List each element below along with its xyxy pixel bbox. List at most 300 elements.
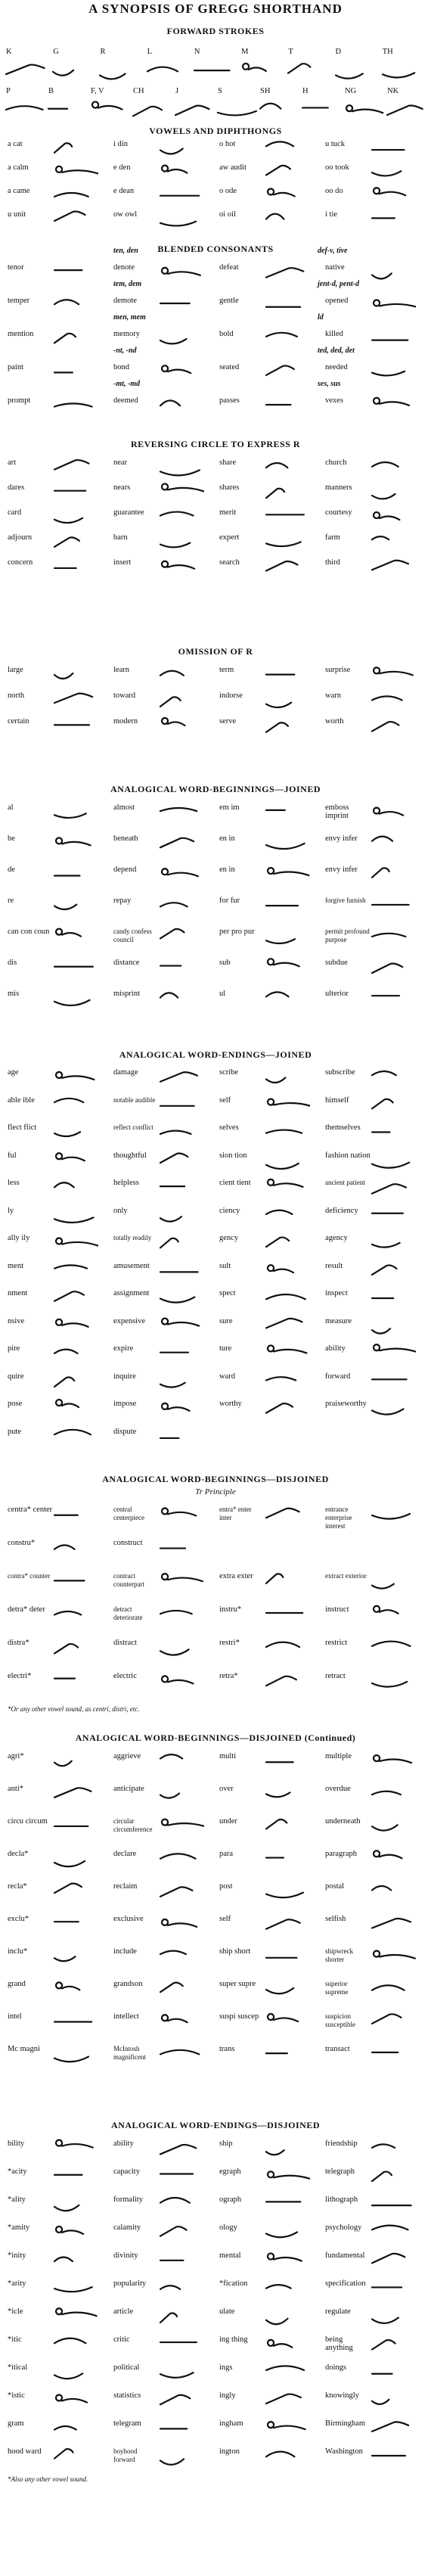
shorthand-outline [263,957,310,977]
term-label: damage [113,1068,138,1077]
shorthand-outline [369,1978,416,1998]
footnote: *Or any other vowel sound, as centri, distri, etc. [8,1705,140,1713]
term-label: friendship [325,2139,358,2148]
shorthand-stroke [3,61,50,80]
shorthand-outline [263,532,310,552]
shorthand-outline [51,957,98,977]
shorthand-stroke [285,61,332,80]
shorthand-outline [51,1848,98,1868]
shorthand-outline [51,1260,98,1280]
shorthand-outline [51,209,98,228]
term-label: circular circumference [113,1817,153,1833]
shorthand-outline [157,1288,204,1307]
shorthand-outline [51,1067,98,1086]
shorthand-outline [263,1751,310,1770]
term-label: intellect [113,2012,139,2021]
shorthand-outline [157,1637,204,1657]
term-label: *itic [8,2335,22,2344]
shorthand-outline [369,1881,416,1900]
term-label: bond [113,363,129,371]
term-label: tenor [8,263,24,272]
shorthand-outline [157,1604,204,1624]
term-label: selves [219,1123,239,1132]
shorthand-outline [263,262,310,281]
shorthand-outline [51,295,98,315]
shorthand-outline [263,457,310,477]
term-label: agri* [8,1752,24,1760]
shorthand-outline [369,162,416,182]
term-label: gentle [219,297,239,305]
shorthand-outline [51,1604,98,1624]
shorthand-outline [369,1095,416,1114]
shorthand-outline [369,362,416,381]
shorthand-outline [51,2362,98,2382]
shorthand-outline [157,1177,204,1197]
shorthand-outline [51,2390,98,2410]
term-label: Mc magni [8,2045,40,2053]
term-label: entrance enterprise interest [325,1506,352,1530]
shorthand-outline [157,1343,204,1363]
shorthand-outline [51,1095,98,1114]
shorthand-outline [51,1288,98,1307]
shorthand-outline [263,1604,310,1624]
shorthand-outline [51,1343,98,1363]
term-label: contract counterpart [113,1572,144,1588]
shorthand-outline [263,716,310,735]
stroke-letter: P [6,87,11,95]
term-label: retra* [219,1672,238,1680]
shorthand-outline [263,209,310,228]
blend-caption: jent-d, pent-d [318,280,359,288]
term-label: worth [325,717,344,726]
shorthand-outline [157,1751,204,1770]
term-label: ingham [219,2419,243,2428]
term-label: near [113,458,128,467]
term-label: memory [113,330,140,338]
shorthand-outline [51,2166,98,2186]
shorthand-stroke [97,61,144,80]
term-label: inspect [325,1289,348,1297]
term-label: post [219,1882,233,1891]
term-label: shipwreck shorter [325,1947,353,1963]
term-label: *icle [8,2307,23,2316]
term-label: share [219,458,237,467]
section-heading: ANALOGICAL WORD-BEGINNINGS—DISJOINED (Continued) [75,1732,356,1743]
term-label: north [8,691,25,700]
term-label: learn [113,666,129,674]
blend-caption: ld [318,313,324,322]
term-label: third [325,558,340,567]
term-label: serve [219,717,237,726]
term-label: reflect conflict [113,1123,153,1131]
shorthand-outline [369,138,416,158]
stroke-letter: TH [382,48,393,56]
term-label: search [219,558,240,567]
term-label: oo took [325,163,349,172]
shorthand-outline [51,2446,98,2466]
shorthand-outline [263,1095,310,1114]
term-label: entra* enter inter [219,1506,252,1521]
shorthand-outline [369,1604,416,1624]
term-label: ings [219,2363,233,2372]
term-label: distra* [8,1639,29,1647]
shorthand-outline [51,2306,98,2326]
term-label: killed [325,330,343,338]
term-label: shares [219,483,240,492]
term-label: ulterior [325,990,349,998]
shorthand-outline [157,1881,204,1900]
term-label: superior supreme [325,1980,349,1996]
shorthand-outline [369,507,416,527]
term-label: grand [8,1980,26,1988]
term-label: church [325,458,347,467]
term-label: Birmingham [325,2419,366,2428]
shorthand-outline [263,2446,310,2466]
term-label: grandson [113,1980,143,1988]
shorthand-outline [369,1783,416,1803]
shorthand-outline [263,2043,310,2063]
term-label: candy confess council [113,928,152,943]
shorthand-outline [263,362,310,381]
shorthand-outline [369,262,416,281]
shorthand-outline [51,664,98,684]
shorthand-outline [51,2250,98,2270]
term-label: able ible [8,1096,35,1105]
shorthand-outline [51,1398,98,1418]
shorthand-outline [263,1670,310,1690]
shorthand-outline [157,664,204,684]
shorthand-outline [263,1913,310,1933]
shorthand-outline [157,1816,204,1835]
term-label: dis [8,959,17,967]
shorthand-outline [157,185,204,205]
term-label: being anything [325,2335,353,2352]
shorthand-outline [51,138,98,158]
term-label: under [219,1817,237,1826]
term-label: warn [325,691,341,700]
shorthand-outline [157,1571,204,1590]
shorthand-outline [369,2138,416,2158]
shorthand-outline [369,2334,416,2354]
shorthand-outline [51,395,98,415]
shorthand-stroke [238,61,285,80]
page-title: A SYNOPSIS OF GREGG SHORTHAND [88,2,343,16]
term-label: specification [325,2279,366,2288]
term-label: ward [219,1372,235,1381]
stroke-letter: T [288,48,293,56]
shorthand-outline [51,1316,98,1335]
shorthand-outline [263,162,310,182]
term-label: nsive [8,1317,25,1325]
term-label: repay [113,896,132,905]
shorthand-outline [369,664,416,684]
shorthand-outline [263,138,310,158]
shorthand-outline [263,2334,310,2354]
blend-caption: ses, sus [318,380,341,388]
term-label: multiple [325,1752,352,1760]
term-label: assignment [113,1289,150,1297]
shorthand-outline [157,557,204,576]
term-label: regulate [325,2307,351,2316]
term-label: telegram [113,2419,141,2428]
term-label: nment [8,1289,28,1297]
term-label: postal [325,1882,345,1891]
term-label: thoughtful [113,1151,147,1160]
term-label: measure [325,1317,352,1325]
term-label: certain [8,717,29,726]
term-label: demote [113,297,137,305]
shorthand-outline [263,1150,310,1170]
shorthand-outline [51,262,98,281]
term-label: toward [113,691,136,700]
shorthand-outline [51,1571,98,1590]
stroke-letter: NG [345,87,357,95]
term-label: overdue [325,1785,351,1793]
shorthand-outline [157,2278,204,2298]
term-label: knowingly [325,2391,359,2400]
shorthand-outline [263,1067,310,1086]
term-label: suspicion susceptible [325,2012,355,2028]
shorthand-outline [369,185,416,205]
stroke-letter: NK [387,87,399,95]
term-label: exclu* [8,1915,29,1923]
shorthand-outline [369,716,416,735]
shorthand-outline [51,716,98,735]
term-label: formality [113,2195,144,2204]
shorthand-outline [157,2043,204,2063]
shorthand-outline [157,1095,204,1114]
term-label: lithograph [325,2195,358,2204]
shorthand-outline [51,2418,98,2438]
shorthand-outline [157,1848,204,1868]
term-label: less [8,1179,20,1187]
term-label: beneath [113,834,138,843]
shorthand-outline [369,988,416,1008]
term-label: restrict [325,1639,348,1647]
shorthand-outline [157,1067,204,1086]
shorthand-outline [263,295,310,315]
term-label: transact [325,2045,350,2053]
term-label: multi [219,1752,237,1760]
shorthand-outline [157,2334,204,2354]
shorthand-outline [157,1122,204,1142]
stroke-letter: M [241,48,249,56]
term-label: only [113,1207,128,1215]
term-label: sub [219,959,231,967]
shorthand-outline [51,162,98,182]
term-label: ing thing [219,2335,248,2344]
shorthand-outline [51,2011,98,2031]
shorthand-outline [157,138,204,158]
shorthand-outline [157,1913,204,1933]
shorthand-outline [157,1398,204,1418]
term-label: boyhood forward [113,2447,138,2463]
shorthand-outline [263,864,310,884]
shorthand-outline [263,2362,310,2382]
shorthand-outline [263,1881,310,1900]
term-label: article [113,2307,134,2316]
shorthand-outline [51,2278,98,2298]
term-label: detract deteriorate [113,1605,143,1621]
term-label: fundamental [325,2251,365,2260]
shorthand-outline [157,1371,204,1391]
term-label: amusement [113,1262,150,1270]
shorthand-outline [51,2194,98,2214]
term-label: prompt [8,396,31,405]
shorthand-outline [157,864,204,884]
shorthand-stroke [299,100,346,120]
term-label: en in [219,834,235,843]
shorthand-outline [369,209,416,228]
term-label: anti* [8,1785,23,1793]
term-label: notable audible [113,1096,156,1104]
term-label: doings [325,2363,347,2372]
shorthand-outline [369,532,416,552]
term-label: spect [219,1289,236,1297]
term-label: manners [325,483,352,492]
shorthand-outline [51,328,98,348]
shorthand-outline [157,2166,204,2186]
shorthand-outline [51,1816,98,1835]
shorthand-outline [263,2138,310,2158]
shorthand-outline [157,988,204,1008]
term-label: merit [219,508,237,517]
term-label: aggrieve [113,1752,141,1760]
term-label: psychology [325,2223,362,2232]
shorthand-stroke [257,100,304,120]
shorthand-outline [263,690,310,710]
shorthand-outline [369,2250,416,2270]
term-label: trans [219,2045,235,2053]
shorthand-stroke [333,61,380,80]
term-label: super supre [219,1980,256,1988]
shorthand-outline [157,1260,204,1280]
shorthand-outline [157,1946,204,1965]
shorthand-outline [263,2306,310,2326]
term-label: denote [113,263,135,272]
shorthand-outline [369,2306,416,2326]
shorthand-outline [263,1177,310,1197]
shorthand-outline [369,395,416,415]
section-subheading: Tr Principle [195,1487,236,1496]
shorthand-outline [51,507,98,527]
shorthand-outline [369,1260,416,1280]
term-label: subscribe [325,1068,355,1077]
term-label: flect flict [8,1123,37,1132]
term-label: scribe [219,1068,239,1077]
shorthand-outline [51,1205,98,1225]
shorthand-outline [157,1537,204,1557]
blend-caption: -mt, -md [113,380,140,388]
term-label: restri* [219,1639,240,1647]
shorthand-outline [263,2011,310,2031]
term-label: contra* counter [8,1572,51,1580]
shorthand-outline [51,362,98,381]
shorthand-outline [263,1978,310,1998]
shorthand-stroke [3,100,50,120]
term-label: courtesy [325,508,352,517]
shorthand-outline [157,1232,204,1252]
term-label: telegraph [325,2167,355,2176]
shorthand-outline [51,457,98,477]
shorthand-stroke [45,100,92,120]
shorthand-outline [369,926,416,946]
shorthand-outline [263,1343,310,1363]
term-label: ture [219,1344,232,1353]
shorthand-outline [369,2446,416,2466]
shorthand-stroke [50,61,97,80]
shorthand-outline [369,2166,416,2186]
shorthand-outline [51,1371,98,1391]
footnote: *Also any other vowel sound. [8,2475,88,2483]
blend-caption: tem, dem [113,280,142,288]
shorthand-outline [263,833,310,853]
shorthand-outline [157,1978,204,1998]
shorthand-stroke [88,100,135,120]
shorthand-outline [51,1670,98,1690]
shorthand-outline [51,1783,98,1803]
shorthand-outline [369,1371,416,1391]
term-label: distract [113,1639,137,1647]
shorthand-outline [369,457,416,477]
term-label: *ality [8,2195,26,2204]
term-label: expert [219,533,240,542]
term-label: gency [219,1234,239,1242]
shorthand-outline [263,1848,310,1868]
shorthand-outline [369,895,416,915]
shorthand-outline [263,988,310,1008]
term-label: ingly [219,2391,236,2400]
term-label: Washington [325,2447,363,2456]
term-label: o hot [219,140,236,148]
shorthand-stroke [172,100,219,120]
term-label: egraph [219,2167,241,2176]
term-label: statistics [113,2391,141,2400]
term-label: deemed [113,396,138,405]
term-label: art [8,458,17,467]
shorthand-outline [263,1816,310,1835]
shorthand-stroke [191,61,238,80]
term-label: self [219,1915,231,1923]
term-label: adjourn [8,533,33,542]
shorthand-outline [369,1177,416,1197]
shorthand-outline [157,690,204,710]
term-label: electri* [8,1672,32,1680]
shorthand-outline [157,162,204,182]
shorthand-outline [51,690,98,710]
term-label: can con coun [8,928,50,936]
stroke-letter: J [175,87,179,95]
blend-caption: -nt, -nd [113,346,137,355]
term-label: include [113,1947,137,1956]
term-label: divinity [113,2251,138,2260]
section-heading: ANALOGICAL WORD-BEGINNINGS—JOINED [110,784,321,794]
term-label: construct [113,1539,143,1547]
shorthand-outline [157,1783,204,1803]
shorthand-outline [369,833,416,853]
term-label: capacity [113,2167,140,2176]
shorthand-outline [51,864,98,884]
section-heading: OMISSION OF R [178,646,253,657]
term-label: al [8,803,14,812]
term-label: ulate [219,2307,235,2316]
shorthand-outline [369,1913,416,1933]
term-label: per pro pur [219,928,255,936]
term-label: forward [325,1372,351,1381]
term-label: dispute [113,1428,137,1436]
stroke-letter: R [100,48,106,56]
term-label: ful [8,1151,17,1160]
